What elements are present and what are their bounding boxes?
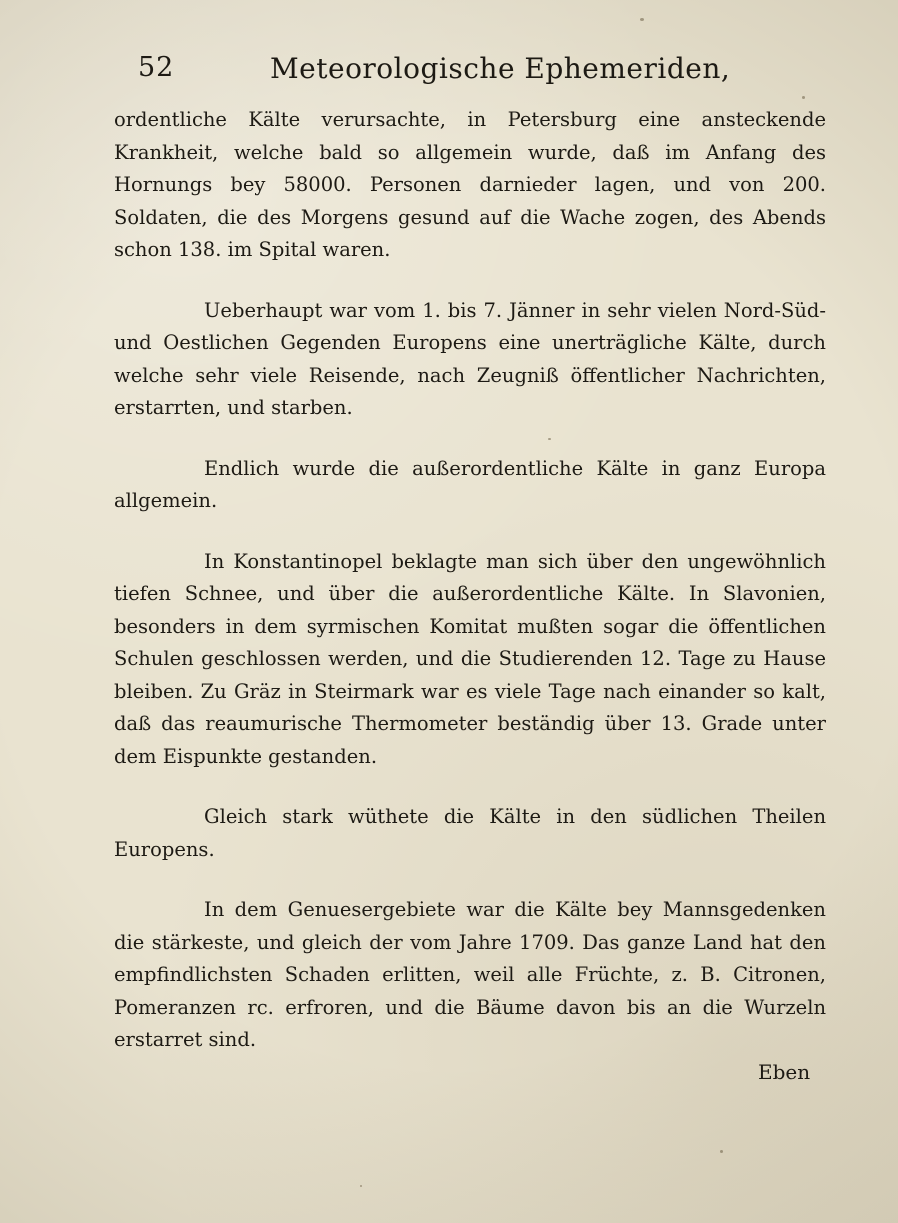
paragraph-january-cold: Ueberhaupt war vom 1. bis 7. Jänner in sehr vielen Nord-Süd- und Oestlichen Gegenden Europens eine unerträgliche Kälte, durch welche sehr viele Reisende, nach Zeugniß öffentlicher Nachrichten, erstarrten, und starben. [114, 298, 826, 419]
paragraph-konstantinopel: In Konstantinopel beklagte man sich über den ungewöhnlich tiefen Schnee, und über die außerordentliche Kälte. In Slavonien, besonders in dem syrmischen Komitat mußten sogar die öffentlichen Schulen geschlossen werden, und die Studierenden 12. Tage zu Hause bleiben. Zu Gräz in Steirmark war es viele Tage nach einander so kalt, daß das reaumurische Thermometer beständig über 13. Grade unter dem Eispunkte gestanden. [114, 549, 826, 768]
paper-speck [720, 1150, 723, 1153]
page-header [138, 52, 731, 92]
body-text [114, 104, 826, 1057]
paper-speck [802, 96, 805, 99]
paragraph-genoa: In dem Genuesergebiete war die Kälte bey Mannsgedenken die stärkeste, und gleich der vom Jahre 1709. Das ganze Land hat den empfindlichsten Schaden erlitten, weil alle Früchte, z. B. Citronen, Pomeranzen rc. erfroren, und die Bäume davon bis an die Wurzeln erstarret sind. [114, 898, 826, 1051]
page-number: 52 [138, 52, 175, 83]
paper-speck [360, 1185, 362, 1187]
catchword: Eben [758, 1060, 811, 1084]
running-title: Meteorologische Ephemeriden, [270, 52, 731, 85]
paper-speck [640, 18, 644, 21]
paper-speck [548, 438, 551, 440]
paragraph-europe-general: Endlich wurde die außerordentliche Kälte in ganz Europa allgemein. [114, 456, 826, 512]
paragraph-petersburg: ordentliche Kälte verursachte, in Petersburg eine ansteckende Krankheit, welche bald so allgemein wurde, daß im Anfang des Hornungs bey 58000. Personen darnieder lagen, und von 200. Soldaten, die des Morgens gesund auf die Wache zogen, des Abends schon 138. im Spital waren. [114, 108, 826, 261]
paragraph-southern-europe: Gleich stark wüthete die Kälte in den südlichen Theilen Europens. [114, 805, 826, 861]
